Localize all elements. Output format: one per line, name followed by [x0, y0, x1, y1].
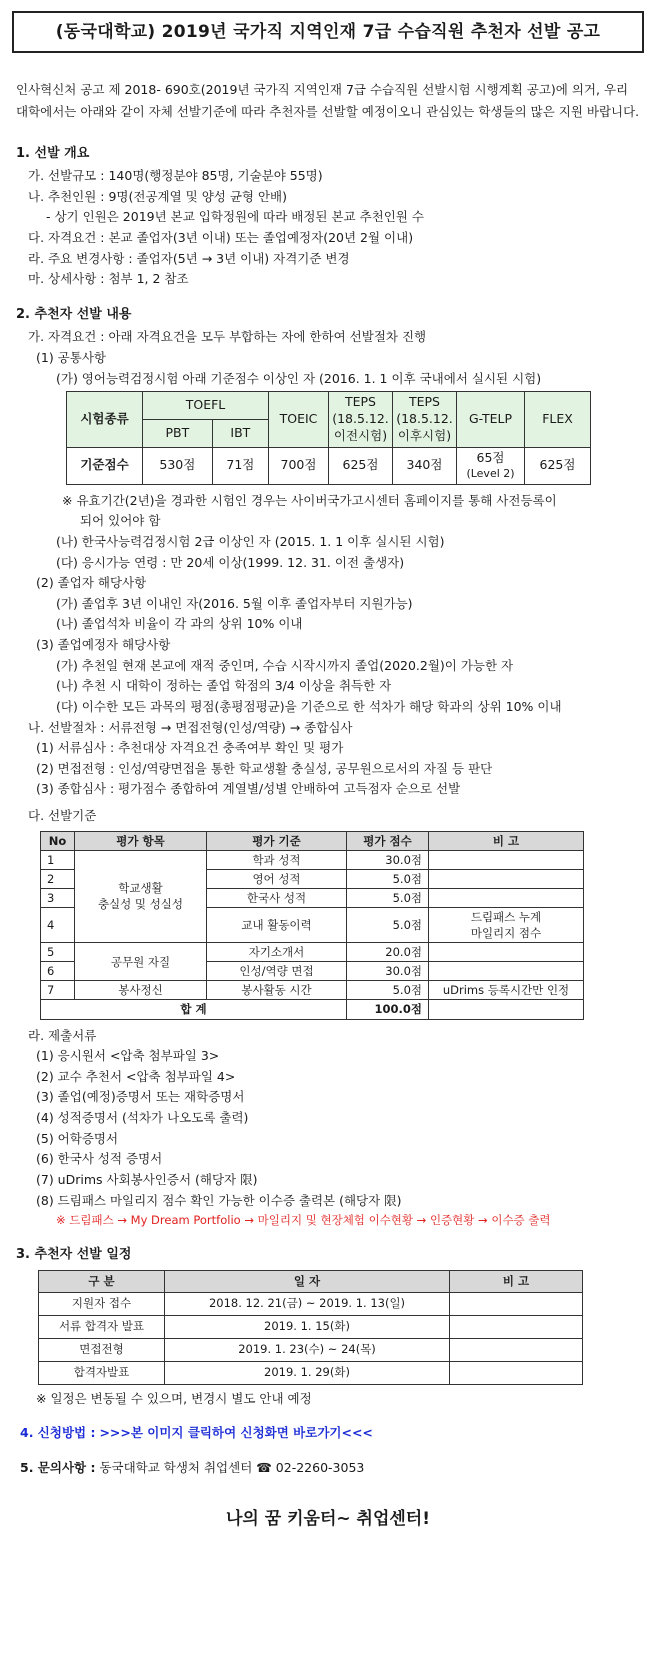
table-row: 2 영어 성적 5.0점: [41, 869, 584, 888]
s1-item-ga: 가. 선발규모 : 140명(행정분야 85명, 기술분야 55명): [28, 168, 323, 184]
table-row: 서류 합격자 발표 2019. 1. 15(화): [39, 1316, 583, 1339]
pbt-score: 530점: [143, 447, 213, 484]
english-score-table: [66, 391, 591, 484]
eval-header-no: No: [41, 831, 75, 850]
s2-expected: (3) 졸업예정자 해당사항: [36, 637, 171, 653]
s2-na-1: (1) 서류심사 : 추천대상 자격요건 충족여부 확인 및 평가: [36, 740, 344, 756]
table-row: 4 교내 활동이력 5.0점 드림패스 누계 마일리지 점수: [41, 908, 584, 943]
eval-header-score: 평가 점수: [347, 831, 429, 850]
s1-item-da: 다. 자격요건 : 본교 졸업자(3년 이내) 또는 졸업예정자(20년 2월 이내): [28, 230, 414, 246]
teps-old-score: 625점: [329, 447, 393, 484]
s2-graduate-na: (나) 졸업석차 비율이 각 과의 상위 10% 이내: [56, 616, 303, 632]
eval-header-note: 비 고: [429, 831, 584, 850]
schedule-table: [38, 1270, 583, 1385]
s2-graduate-ga: (가) 졸업후 3년 이내인 자(2016. 5월 이후 졸업자부터 지원가능): [56, 595, 413, 611]
doc-item: (3) 졸업(예정)증명서 또는 재학증명서: [36, 1089, 245, 1105]
slogan: 나의 꿈 키움터~ 취업센터!: [226, 1508, 430, 1529]
doc-item: (6) 한국사 성적 증명서: [36, 1151, 163, 1167]
section-3-title: 3. 추천자 선발 일정: [16, 1247, 132, 1263]
sched-header-note: 비 고: [450, 1270, 583, 1293]
ibt-score: 71점: [212, 447, 268, 484]
s2-common-ga: (가) 영어능력검정시험 아래 기준점수 이상인 자 (2016. 1. 1 이후 국내에서 실시된 시험): [56, 370, 542, 386]
doc-item: (1) 응시원서 <압축 첨부파일 3>: [36, 1048, 220, 1064]
s1-item-ra: 라. 주요 변경사항 : 졸업자(5년 → 3년 이내) 자격기준 변경: [28, 250, 350, 266]
sched-header-type: 구 분: [39, 1270, 165, 1293]
s2-na-2: (2) 면접전형 : 인성/역량면접을 통한 학교생활 충실성, 공무원으로서의 자질 등 판단: [36, 760, 493, 776]
s2-expected-na: (나) 추천 시 대학이 정하는 졸업 학점의 3/4 이상을 취득한 자: [56, 678, 392, 694]
s2-common: (1) 공통사항: [36, 350, 106, 366]
apply-method: [8, 1423, 648, 1444]
doc-item: (4) 성적증명서 (석차가 나오도록 출력): [36, 1110, 249, 1126]
toefl-header: TOEFL: [143, 392, 269, 420]
flex-header: FLEX: [525, 392, 591, 448]
s2-expected-ga: (가) 추천일 현재 본교에 재적 중인며, 수습 시작시까지 졸업(2020.2월)이 가능한 자: [56, 657, 514, 673]
score-row-label-exam: 시험종류: [67, 392, 143, 448]
score-row-label-min: 기준점수: [67, 447, 143, 484]
table-row: 6 인성/역량 면접 30.0점: [41, 962, 584, 981]
s2-common-na: (나) 한국사능력검정시험 2급 이상인 자 (2015. 1. 1 이후 실시된 시험): [56, 533, 445, 549]
apply-link[interactable]: >>>본 이미지 클릭하여 신청화면 바로가기<<<: [99, 1425, 373, 1441]
pbt-header: PBT: [143, 420, 213, 448]
s1-sub-note: - 상기 인원은 2019년 본교 입학정원에 따라 배정된 본교 추천인원 수: [46, 209, 424, 225]
contact-label: 5. 문의사항 :: [20, 1459, 96, 1475]
page-title: (동국대학교) 2019년 국가직 지역인재 7급 수습직원 추천자 선발 공고: [12, 11, 644, 53]
validity-note-line-2: 되어 있어야 함: [80, 513, 161, 529]
toeic-score: 700점: [269, 447, 329, 484]
sched-header-date: 일 자: [165, 1270, 450, 1293]
toeic-header: TOEIC: [269, 392, 329, 448]
table-row: 1 학교생활 충실성 및 성실성 학과 성적 30.0점: [41, 850, 584, 869]
apply-label: 4. 신청방법 :: [20, 1425, 96, 1441]
teps-new-header: TEPS (18.5.12. 이후시험): [393, 392, 457, 448]
teps-new-score: 340점: [393, 447, 457, 484]
eval-group-service: 봉사정신: [75, 981, 207, 1000]
validity-note-line-1: ※ 유효기간(2년)을 경과한 시험인 경우는 사이버국가고시센터 홈페이지를 통해 사전등록이: [62, 492, 557, 508]
s2-na-3: (3) 종합심사 : 평가점수 종합하여 계열별/성별 안배하여 고득점자 순으로 선발: [36, 781, 461, 797]
table-row: 지원자 접수 2018. 12. 21(금) ~ 2019. 1. 13(일): [39, 1293, 583, 1316]
s2-graduate: (2) 졸업자 해당사항: [36, 575, 147, 591]
table-row: 3 한국사 성적 5.0점: [41, 888, 584, 907]
eval-header-criteria: 평가 기준: [207, 831, 347, 850]
doc-item: (7) uDrims 사회봉사인증서 (해당자 限): [36, 1171, 258, 1187]
s2-ga: 가. 자격요건 : 아래 자격요건을 모두 부합하는 자에 한하여 선발절차 진행: [28, 329, 427, 345]
s2-ra: 라. 제출서류: [28, 1027, 97, 1043]
eval-total-row: 합 계 100.0점: [41, 1000, 584, 1019]
s1-item-na: 나. 추천인원 : 9명(전공계열 및 양성 균형 안배): [28, 188, 287, 204]
teps-old-header: TEPS (18.5.12. 이전시험): [329, 392, 393, 448]
s1-item-ma: 마. 상세사항 : 첨부 1, 2 참조: [28, 271, 189, 287]
s2-da: 다. 선발기준: [28, 808, 97, 824]
schedule-note: ※ 일정은 변동될 수 있으며, 변경시 별도 안내 예정: [36, 1390, 312, 1406]
table-row: 합격자발표 2019. 1. 29(화): [39, 1361, 583, 1384]
s2-expected-da: (다) 이수한 모든 과목의 평점(총평점평균)을 기준으로 한 석차가 해당 학과의 상위 10% 이내: [56, 698, 562, 714]
gtelp-header: G-TELP: [457, 392, 525, 448]
gtelp-score: 65점 (Level 2): [457, 447, 525, 484]
eval-group-school-life: 학교생활 충실성 및 성실성: [75, 850, 207, 942]
dreampass-note: ※ 드림패스 → My Dream Portfolio → 마일리지 및 현장체험 이수현황 → 인증현황 → 이수증 출력: [56, 1213, 551, 1228]
eval-header-item: 평가 항목: [75, 831, 207, 850]
contact-text: 동국대학교 학생처 취업센터 ☎ 02-2260-3053: [99, 1459, 365, 1475]
doc-item: (8) 드림패스 마일리지 점수 확인 가능한 이수증 출력본 (해당자 限): [36, 1192, 402, 1208]
doc-item: (2) 교수 추천서 <압축 첨부파일 4>: [36, 1068, 236, 1084]
table-row: 면접전형 2019. 1. 23(수) ~ 24(목): [39, 1339, 583, 1362]
ibt-header: IBT: [212, 420, 268, 448]
section-1-title: 1. 선발 개요: [16, 145, 90, 161]
evaluation-table: [40, 831, 584, 1020]
section-2-title: 2. 추천자 선발 내용: [16, 306, 132, 322]
table-row: 7 봉사정신 봉사활동 시간 5.0점 uDrims 등록시간만 인정: [41, 981, 584, 1000]
doc-item: (5) 어학증명서: [36, 1130, 119, 1146]
s2-na: 나. 선발절차 : 서류전형 → 면접전형(인성/역량) → 종합심사: [28, 719, 353, 735]
s2-common-da: (다) 응시가능 연령 : 만 20세 이상(1999. 12. 31. 이전 출생자): [56, 554, 405, 570]
table-row: 5 공무원 자질 자기소개서 20.0점: [41, 943, 584, 962]
contact-info: [8, 1458, 648, 1479]
intro-paragraph: 인사혁신처 공고 제 2018- 690호(2019년 국가직 지역인재 7급 수습직원 선발시험 시행계획 공고)에 의거, 우리대학에서는 아래와 같이 자체 선발기준에 따라 추천자를 선발할 예정이오니 관심있는 학생들의 많은 지원 바랍니다.: [16, 82, 640, 119]
flex-score: 625점: [525, 447, 591, 484]
eval-group-official: 공무원 자질: [75, 943, 207, 981]
